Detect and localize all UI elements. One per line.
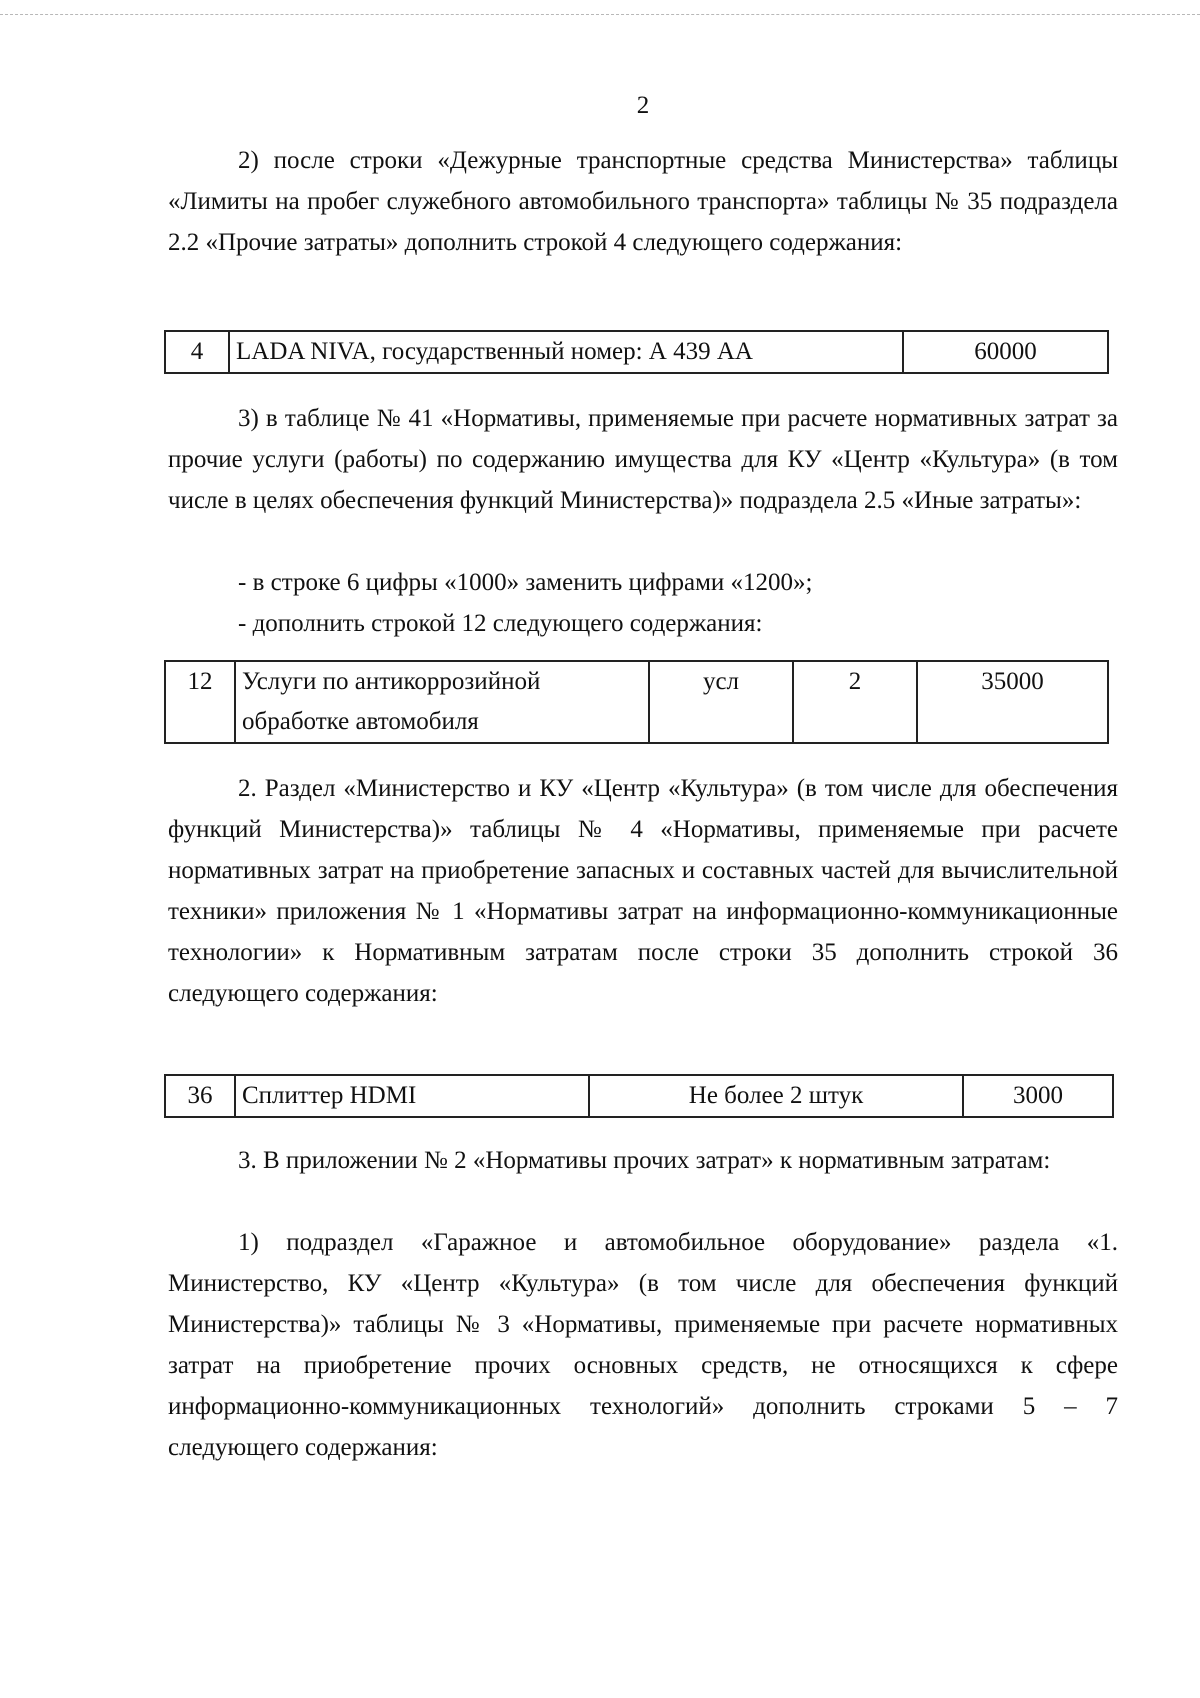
quantity-cell: Не более 2 штук <box>589 1075 963 1117</box>
table-row <box>165 1075 1113 1117</box>
scan-edge-line <box>0 14 1200 15</box>
paragraph-add-row-12: - дополнить строкой 12 следующего содержания: <box>238 610 763 637</box>
row-number: 12 <box>165 661 235 743</box>
paragraph-replace-figures: - в строке 6 цифры «1000» заменить цифрами «1200»; <box>238 569 813 596</box>
paragraph-subsection-1: 1) подраздел «Гаражное и автомобильное оборудование» раздела «1. Министерство, КУ «Центр «Культура» (в том числе для обеспечения функций Министерства)» таблицы № 3 «Нормативы, применяемые при расчете нормативных затрат на приобретение прочих основных средств, не относящихся к сфере информационно-коммуникационных технологий» дополнить строками 5 – 7 следующего содержания: <box>168 1229 1118 1461</box>
price-cell: 35000 <box>917 661 1108 743</box>
table-row <box>165 331 1108 373</box>
unit-cell: усл <box>649 661 793 743</box>
row-number: 4 <box>165 331 229 373</box>
row-number: 36 <box>165 1075 235 1117</box>
page-number: 2 <box>636 92 650 119</box>
table-row <box>165 661 1108 743</box>
table-spare-parts-row <box>164 1074 1114 1118</box>
part-name: Сплиттер HDMI <box>235 1075 589 1117</box>
paragraph-section-2: 2. Раздел «Министерство и КУ «Центр «Культура» (в том числе для обеспечения функций Министерства)» таблицы № 4 «Нормативы, применяемые при расчете нормативных затрат на приобретение запасных и составных частей для вычислительной техники» приложения № 1 «Нормативы затрат на информационно-коммуникационные технологии» к Нормативным затратам после строки 35 дополнить строкой 36 следующего содержания: <box>168 775 1118 1007</box>
table-services-row <box>164 660 1109 744</box>
price-cell: 3000 <box>963 1075 1113 1117</box>
table-mileage-row <box>164 330 1109 374</box>
mileage-value: 60000 <box>903 331 1108 373</box>
paragraph-section-3: 3. В приложении № 2 «Нормативы прочих затрат» к нормативным затратам: <box>238 1147 1051 1174</box>
quantity-cell: 2 <box>793 661 917 743</box>
paragraph-item-2: 2) после строки «Дежурные транспортные средства Министерства» таблицы «Лимиты на пробег служебного автомобильного транспорта» таблицы № 35 подраздела 2.2 «Прочие затраты» дополнить строкой 4 следующего содержания: <box>168 147 1118 256</box>
vehicle-name: LADA NIVA, государственный номер: А 439 АА <box>229 331 903 373</box>
service-name: Услуги по антикоррозийной обработке автомобиля <box>235 661 649 743</box>
paragraph-item-3: 3) в таблице № 41 «Нормативы, применяемые при расчете нормативных затрат за прочие услуги (работы) по содержанию имущества для КУ «Центр «Культура» (в том числе в целях обеспечения функций Министерства)» подраздела 2.5 «Иные затраты»: <box>168 405 1118 514</box>
